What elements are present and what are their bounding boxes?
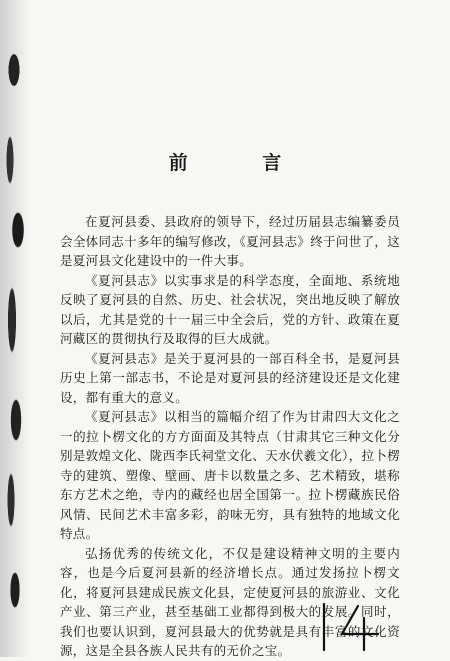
paragraph-1: 在夏河县委、县政府的领导下，经过历届县志编纂委员会全体同志十多年的编写修改，《夏河县志》终于问世了，这是夏河县文化建设中的一件大事。: [60, 214, 400, 268]
page-title: 前 言: [168, 152, 316, 174]
paragraph-4: 《夏河县志》以相当的篇幅介绍了作为甘肃四大文化之一的拉卜楞文化的方方面面及其特点（甘肃其它三种文化分别是敦煌文化、陇西李氏祠堂文化、天水伏羲文化），拉卜楞寺的建筑、塑像、壁画、唐卡以数量之多、艺术精致，堪称东方艺术之绝，寺内的藏经也居全国第一。拉卜楞藏族民俗风情、民间艺术丰富多彩，韵味无穷，具有独特的地域文化特点。: [60, 409, 400, 541]
paragraph-3: 《夏河县志》是关于夏河县的一部百科全书，是夏河县历史上第一部志书，不论是对夏河县的经济建设还是文化建设，都有重大的意义。: [60, 350, 400, 405]
binding-edge-shadow: [0, 0, 30, 657]
paragraph-5: 弘扬优秀的传统文化，不仅是建设精神文明的主要内容，也是今后夏河县新的经济增长点。通过发扬拉卜楞文化，将夏河县建成民族文化县，定使夏河县的旅游业、文化产业、第三产业，甚至基础工业都得到极大的发展。同时，我们也要认识到，夏河县最大的优势就是具有丰富的文化资源，这是全县各族人民共有的无价之宝。: [60, 545, 400, 658]
handwritten-page-number: [318, 600, 398, 652]
preface-body: [60, 212, 400, 661]
paragraph-2: 《夏河县志》以实事求是的科学态度，全面地、系统地反映了夏河县的自然、历史、社会状况，突出地反映了解放以后，尤其是党的十一届三中全会后，党的方针、政策在夏河藏区的贯彻执行及取得的巨大成就。: [60, 272, 400, 346]
